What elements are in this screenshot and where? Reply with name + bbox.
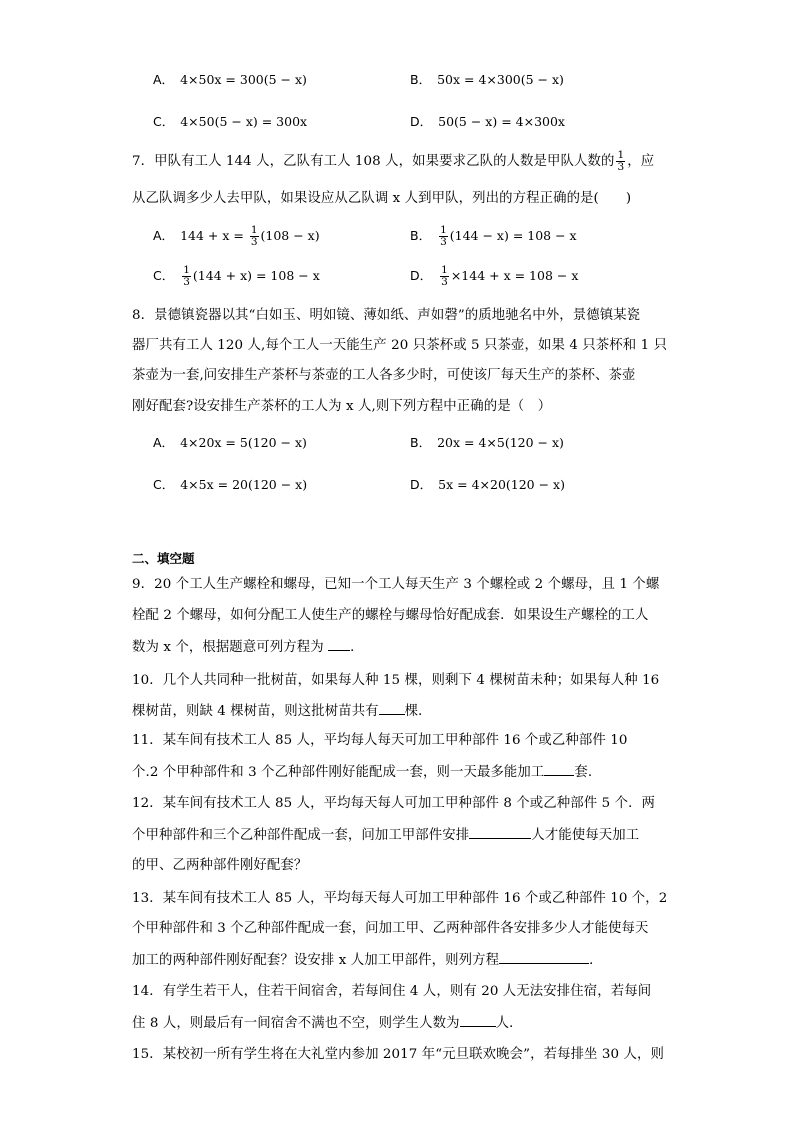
q12-line-1: 12．某车间有技术工人 85 人，平均每天每人可加工甲种部件 8 个或乙种部件 5 个．两 (132, 796, 656, 811)
q7b-fraction: $\frac{1}{3}$ (440, 224, 447, 248)
q12-line-2: 个甲种部件和三个乙种部件配成一套，问加工甲部件安排 人才能使每天加工 (132, 824, 672, 847)
q12-line-3: 的甲、乙两种部件刚好配套？ (132, 858, 308, 873)
q15-line-1: 15．某校初一所有学生将在大礼堂内参加 2017 年“元旦联欢晚会”，若每排坐 30 人，则 (132, 1047, 664, 1062)
q7-options-row-1 (0, 224, 794, 248)
q7-option-a[interactable]: A． 144 + x = $\frac{1}{3}$ (108 − x) (153, 224, 320, 248)
q10-line-2: 棵树苗，则缺 4 棵树苗，则这批树苗共有 棵． (132, 700, 672, 723)
q13-line-2: 个甲种部件和 3 个乙种部件配成一套，问加工甲、乙两种部件各安排多少人才能使每天 (132, 921, 649, 936)
q7-line-2: 从乙队调多少人去甲队，如果设应从乙队调 x 人到甲队，列出的方程正确的是( ) (132, 191, 632, 206)
q9-line-2: 栓配 2 个螺母，如何分配工人使生产的螺栓与螺母恰好配成套．如果设生产螺栓的工人 (132, 608, 649, 623)
q13-line-1: 13．某车间有技术工人 85 人，平均每天每人可加工甲种部件 16 个或乙种部件 10 个，2 (132, 891, 668, 906)
q6-options-row-1 (0, 70, 794, 90)
q7c-fraction: $\frac{1}{3}$ (183, 264, 190, 288)
q6-option-b[interactable]: B． 50x = 4×300(5 − x) (410, 72, 564, 87)
q8-line-4: 刚好配套?设安排生产茶杯的工人为 x 人,则下列方程中正确的是（ ） (132, 399, 552, 414)
q11-answer-blank[interactable] (544, 761, 574, 776)
q7-line-1: 7．甲队有工人 144 人，乙队有工人 108 人，如果要求乙队的人数是甲队人数的 $\frac{1}{3}$ ，应 (132, 149, 655, 173)
q7-options-row-2 (0, 264, 794, 288)
q8-option-c[interactable]: C． 4×5x = 20(120 − x) (153, 477, 308, 492)
q7-option-d[interactable]: D． $\frac{1}{3}$ ×144 + x = 108 − x (410, 264, 579, 288)
q11-line-2: 个.2 个甲种部件和 3 个乙种部件刚好能配成一套，则一天最多能加工 套. (132, 761, 672, 784)
q6-option-c[interactable]: C． 4×50(5 − x) = 300x (153, 114, 308, 129)
q14-line-1: 14．有学生若干人，住若干间宿舍，若每间住 4 人，则有 20 人无法安排住宿，若每间 (132, 984, 652, 999)
q9-answer-blank[interactable] (328, 636, 350, 651)
q9-line-1: 9．20 个工人生产螺栓和螺母，已知一个工人每天生产 3 个螺栓或 2 个螺母，且 1 个螺 (132, 577, 660, 592)
q12-answer-blank[interactable] (469, 824, 531, 839)
q7a-fraction: $\frac{1}{3}$ (250, 224, 258, 248)
q8-options-row-1 (0, 433, 794, 453)
q13-line-3: 加工的两种部件刚好配套？设安排 x 人加工甲部件，则列方程 ． (132, 949, 672, 972)
q11-line-1: 11．某车间有技术工人 85 人，平均每人每天可加工甲种部件 16 个或乙种部件 10 (132, 733, 628, 748)
q8-option-a[interactable]: A． 4×20x = 5(120 − x) (153, 435, 307, 450)
section-title-fill-in: 二、填空题 (132, 551, 195, 566)
q7-option-c[interactable]: C． $\frac{1}{3}$ (144 + x) = 108 − x (153, 264, 320, 288)
q8-option-b[interactable]: B． 20x = 4×5(120 − x) (410, 435, 564, 450)
q9-line-3: 数为 x 个，根据题意可列方程为 ． (132, 636, 672, 659)
q14-answer-blank[interactable] (460, 1012, 496, 1027)
q10-line-1: 10．几个人共同种一批树苗，如果每人种 15 棵，则剩下 4 棵树苗未种；如果每人种 16 (132, 673, 660, 688)
q8-option-d[interactable]: D． 5x = 4×20(120 − x) (410, 477, 565, 492)
q8-options-row-2 (0, 475, 794, 495)
q10-answer-blank[interactable] (379, 700, 405, 715)
q7-fraction: $\frac{1}{3}$ (617, 149, 625, 173)
q6-option-a[interactable]: A． 4×50x = 300(5 − x) (153, 72, 307, 87)
q7-option-b[interactable]: B． $\frac{1}{3}$ (144 − x) = 108 − x (410, 224, 577, 248)
q6-option-d[interactable]: D． 50(5 − x) = 4×300x (410, 114, 565, 129)
q8-line-2: 器厂共有工人 120 人,每个工人一天能生产 20 只茶杯或 5 只茶壶，如果 4 只茶杯和 1 只 (132, 338, 668, 353)
q8-line-3: 茶壶为一套,问安排生产茶杯与茶壶的工人各多少时，可使该厂每天生产的茶杯、茶壶 (132, 368, 636, 383)
q7d-fraction: $\frac{1}{3}$ (441, 264, 448, 288)
q14-line-2: 住 8 人，则最后有一间宿舍不满也不空，则学生人数为 人． (132, 1012, 672, 1035)
q6-options-row-2 (0, 112, 794, 132)
q13-answer-blank[interactable] (499, 949, 589, 964)
q8-line-1: 8．景德镇瓷器以其“白如玉、明如镜、薄如纸、声如磬”的质地驰名中外，景德镇某瓷 (132, 308, 641, 323)
